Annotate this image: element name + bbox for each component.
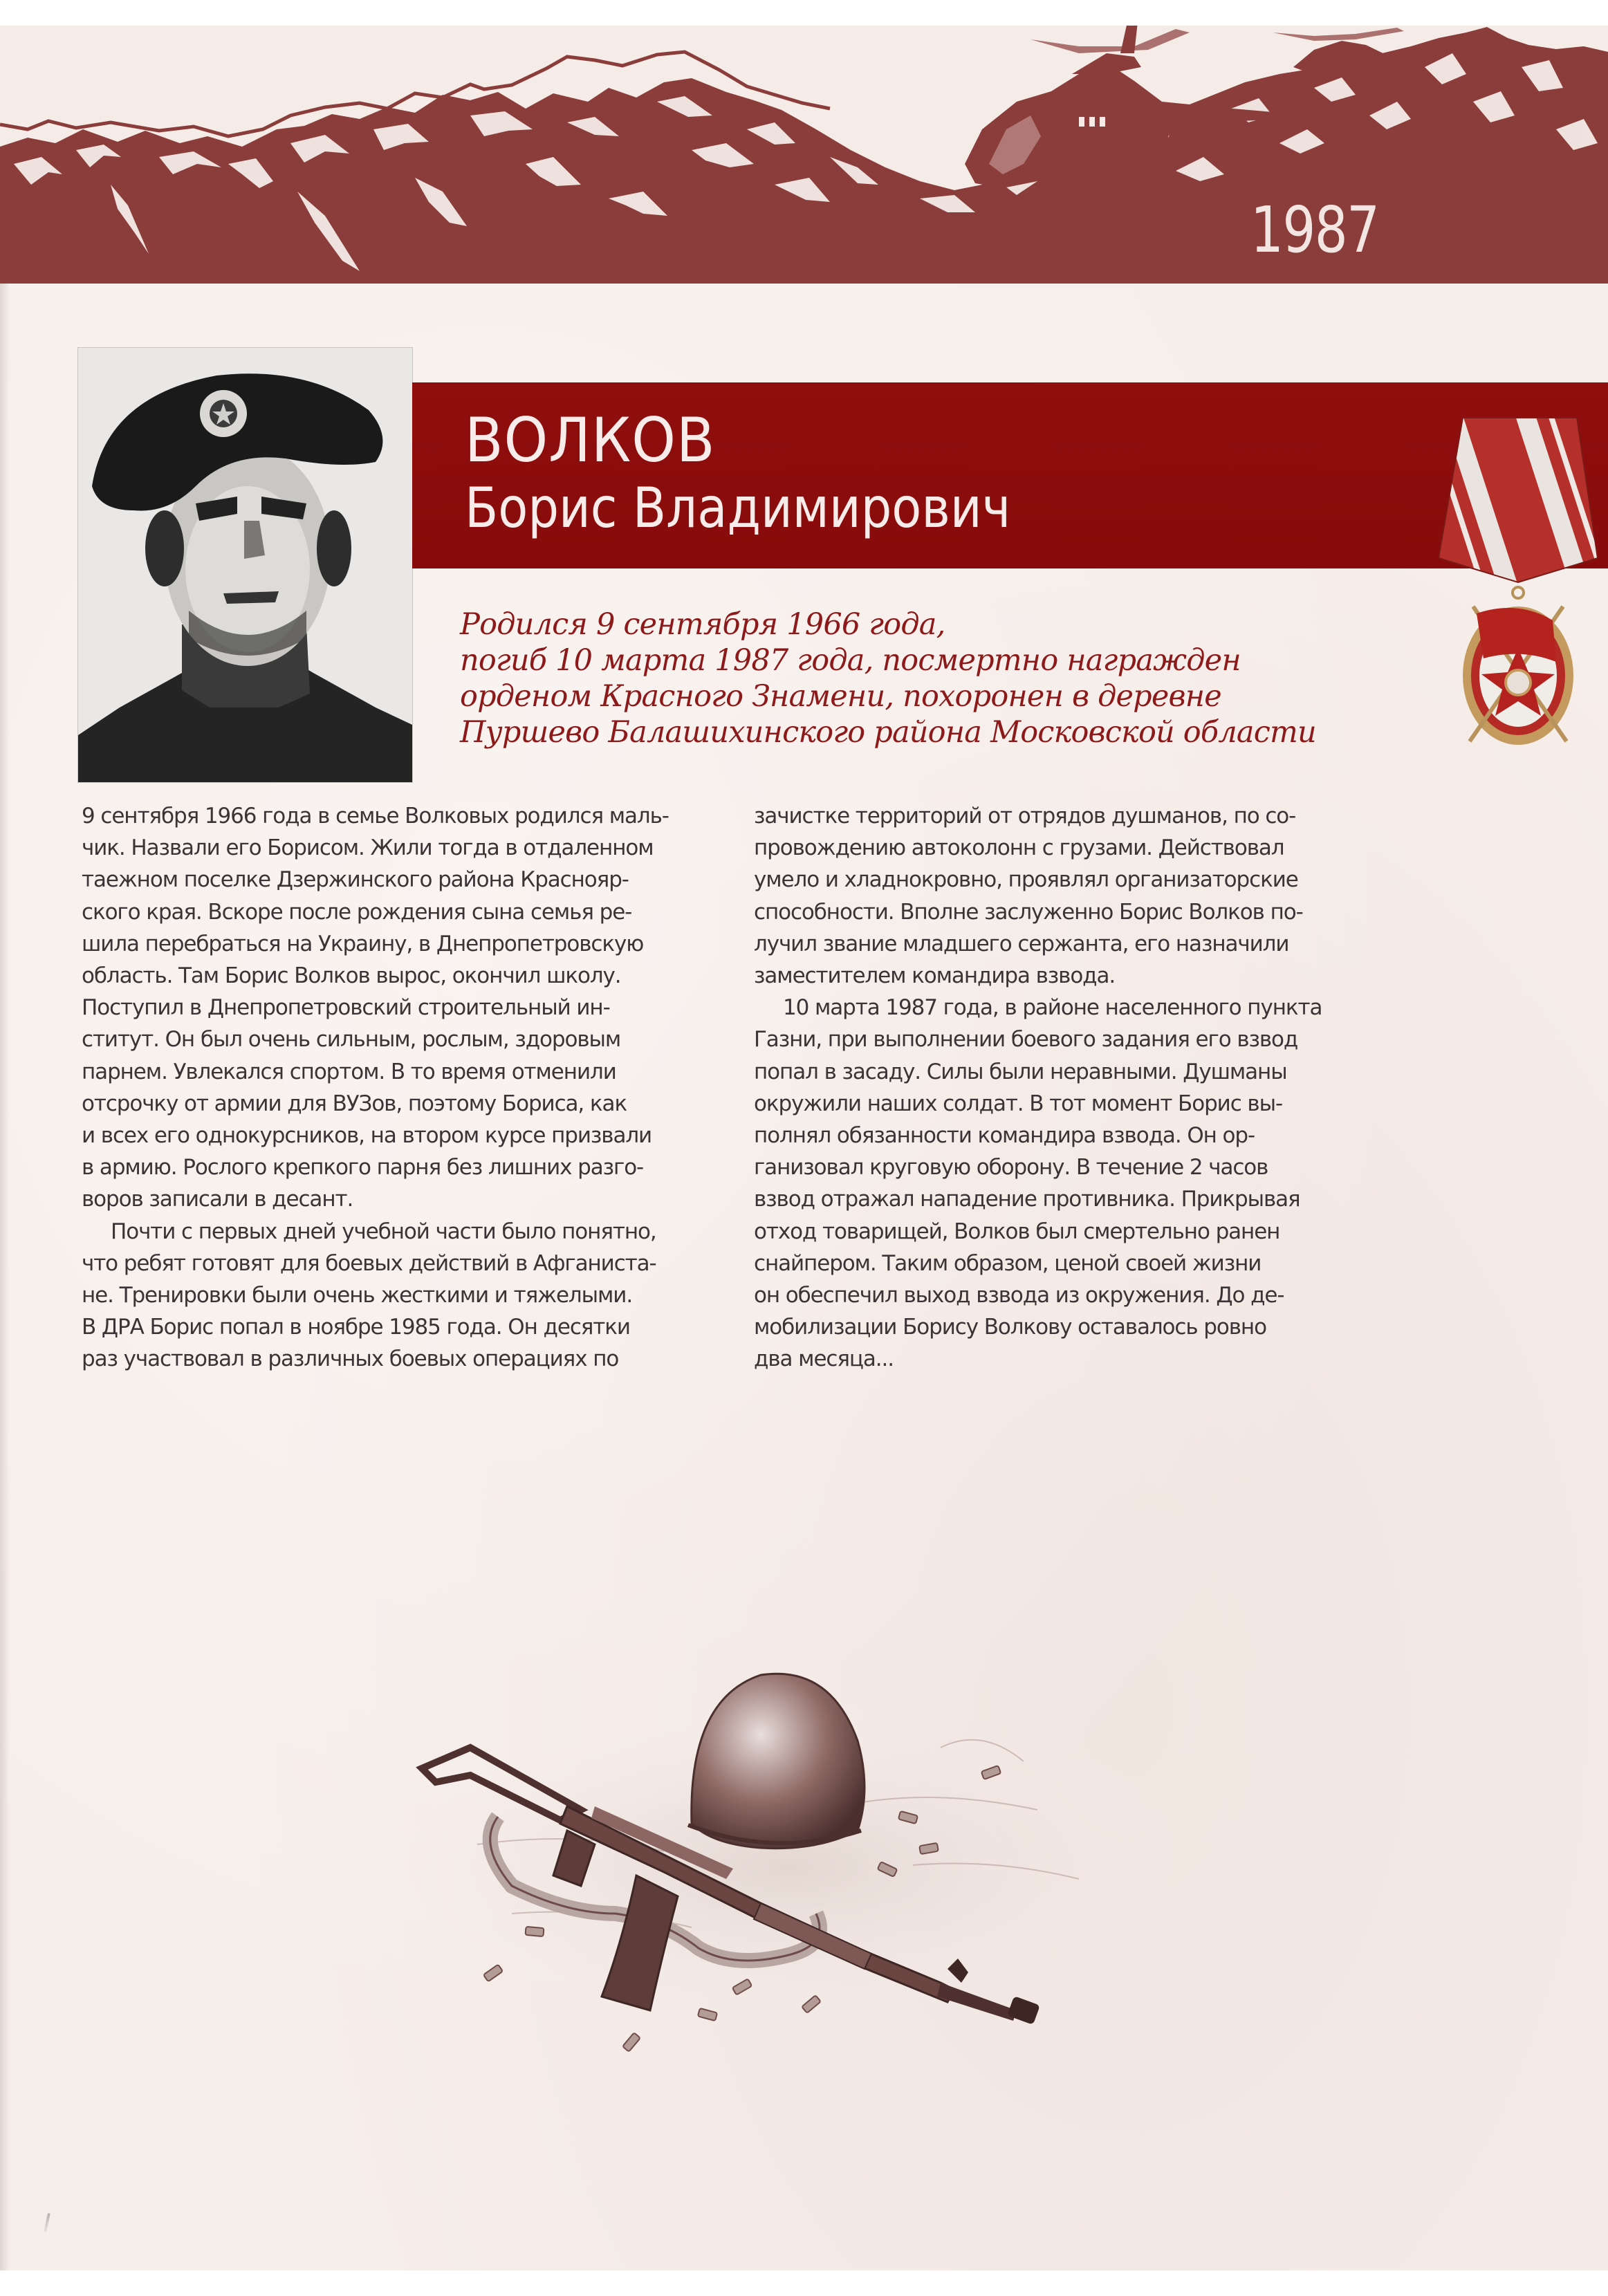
text-line: зачистке территорий от отрядов душманов, по со- <box>754 804 1296 828</box>
text-line: ского края. Вскоре после рождения сына семья ре- <box>82 899 632 925</box>
text-line: провождению автоколонн с грузами. Действовал <box>754 835 1284 861</box>
text-line: не. Тренировки были очень жесткими и тяжелыми. <box>82 1283 633 1308</box>
text-line: отсрочку от армии для ВУЗов, поэтому Бориса, как <box>82 1091 627 1116</box>
book-page <box>0 26 1608 2270</box>
text-line: В ДРА Борис попал в ноябре 1985 года. Он десятки <box>82 1315 630 1340</box>
text-line: способности. Вполне заслуженно Борис Волков по- <box>754 899 1303 925</box>
text-line: ститут. Он был очень сильным, рослым, здоровым <box>82 1027 621 1053</box>
text-line: Поступил в Днепропетровский строительный ин- <box>82 995 610 1021</box>
text-line: парнем. Увлекался спортом. В то время отменили <box>82 1059 616 1084</box>
surname: ВОЛКОВ <box>465 405 716 476</box>
text-line: что ребят готовят для боевых действий в Афганиста- <box>82 1250 656 1276</box>
text-line: снайпером. Таким образом, ценой своей жизни <box>754 1250 1262 1276</box>
soldier-portrait-image <box>78 348 412 782</box>
text-line: мобилизации Борису Волкову оставалось ровно <box>754 1315 1266 1340</box>
portrait-photo <box>77 347 413 783</box>
summary-line: Пуршево Балашихинского района Московской области <box>460 715 1316 750</box>
biography-summary <box>460 607 1387 750</box>
text-line: шила перебраться на Украину, в Днепропетровскую <box>82 931 644 956</box>
text-line: и всех его однокурсников, на втором курсе призвали <box>82 1123 652 1149</box>
helmet-rifle-drawing <box>373 1623 1176 2052</box>
summary-line: погиб 10 марта 1987 года, посмертно награжден <box>460 643 1241 678</box>
text-line: заместителем командира взвода. <box>754 963 1116 989</box>
helmet-and-rifle-illustration <box>373 1623 1176 2052</box>
order-of-red-banner-medal <box>1432 399 1605 759</box>
summary-line: орденом Красного Знамени, похоронен в деревне <box>460 679 1221 714</box>
text-line: отход товарищей, Волков был смертельно ранен <box>754 1219 1280 1244</box>
year-label: 1987 <box>1250 193 1379 267</box>
text-line: чик. Назвали его Борисом. Жили тогда в отдаленном <box>82 835 654 861</box>
text-line: лучил звание младшего сержанта, его назначили <box>754 931 1289 956</box>
text-line: окружили наших солдат. В тот момент Борис вы- <box>754 1091 1283 1116</box>
text-line: раз участвовал в различных боевых операциях по <box>82 1346 619 1372</box>
text-line: в армию. Рослого крепкого парня без лишних разго- <box>82 1155 644 1181</box>
text-line: область. Там Борис Волков вырос, окончил школу. <box>82 963 621 989</box>
name-banner <box>412 382 1608 568</box>
body-text-right-column <box>754 800 1401 1376</box>
text-line: 9 сентября 1966 года в семье Волковых родился маль- <box>82 804 669 828</box>
text-line: воров записали в десант. <box>82 1187 353 1212</box>
summary-line: Родился 9 сентября 1966 года, <box>460 607 945 642</box>
body-text-left-column <box>82 800 728 1376</box>
text-line: попал в засаду. Силы были неравными. Душманы <box>754 1059 1287 1084</box>
text-line-paragraph-start: 10 марта 1987 года, в районе населенного пункта <box>783 995 1322 1021</box>
text-line: он обеспечил выход взвода из окружения. До де- <box>754 1283 1284 1308</box>
text-line: ганизовал круговую оборону. В течение 2 часов <box>754 1155 1268 1181</box>
page-edge-shadow <box>0 26 10 2270</box>
text-line: Газни, при выполнении боевого задания его взвод <box>754 1027 1298 1053</box>
header-illustration <box>0 26 1608 284</box>
text-line: взвод отражал нападение противника. Прикрывая <box>754 1187 1300 1212</box>
text-line: два месяца... <box>754 1346 894 1372</box>
scan-margin-mark <box>44 2213 50 2232</box>
medal-icon <box>1432 399 1605 759</box>
text-line: умело и хладнокровно, проявлял организаторские <box>754 867 1298 893</box>
given-names: Борис Владимирович <box>465 476 1011 540</box>
text-line-paragraph-start: Почти с первых дней учебной части было понятно, <box>111 1219 656 1244</box>
text-line: полнял обязанности командира взвода. Он ор- <box>754 1123 1255 1149</box>
text-line: таежном поселке Дзержинского района Краснояр- <box>82 867 629 893</box>
